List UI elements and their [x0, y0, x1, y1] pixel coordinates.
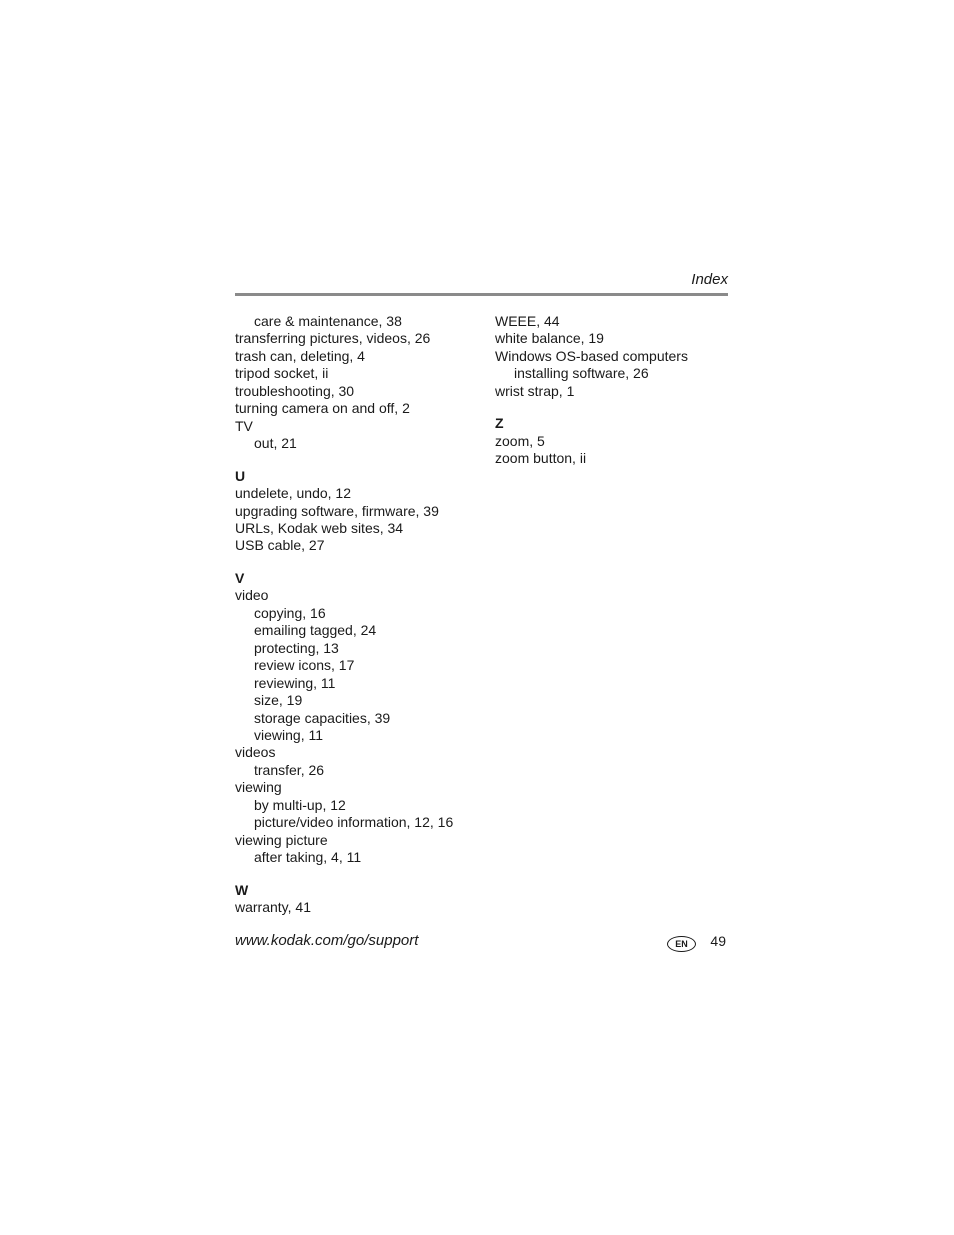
- index-subentry: care & maintenance, 38: [254, 313, 402, 329]
- index-entry: warranty, 41: [235, 899, 311, 916]
- running-header-title: Index: [691, 271, 728, 288]
- index-subentry: protecting, 13: [254, 639, 339, 656]
- index-entry: URLs, Kodak web sites, 34: [235, 519, 404, 536]
- index-subentry: out, 21: [254, 435, 297, 452]
- page-number: 49: [710, 933, 726, 949]
- index-subentry: after taking, 4, 11: [254, 849, 362, 866]
- index-entry: troubleshooting, 30: [235, 382, 355, 399]
- index-subentry: emailing tagged, 24: [254, 622, 377, 639]
- index-subentry: viewing, 11: [254, 726, 324, 743]
- index-section-letter: W: [235, 881, 249, 898]
- index-subentry: size, 19: [254, 692, 303, 709]
- index-column-left: [235, 313, 485, 917]
- index-subentry: review icons, 17: [254, 657, 355, 674]
- index-entry: Windows OS-based computers: [495, 347, 688, 364]
- index-subentry: picture/video information, 12, 16: [254, 814, 454, 831]
- index-subentry: storage capacities, 39: [254, 709, 391, 726]
- index-subentry: reviewing, 11: [254, 674, 336, 691]
- header-divider: [235, 293, 728, 296]
- index-entry: wrist strap, 1: [495, 382, 575, 399]
- index-entry: USB cable, 27: [235, 537, 325, 554]
- index-subentry: copying, 16: [254, 604, 326, 621]
- index-entry: videos: [235, 744, 276, 761]
- language-badge: EN: [667, 936, 696, 952]
- index-entry: undelete, undo, 12: [235, 485, 351, 502]
- index-entry: white balance, 19: [495, 330, 604, 347]
- index-section-letter: V: [235, 569, 245, 586]
- index-subentry: by multi-up, 12: [254, 796, 346, 813]
- index-entry: upgrading software, firmware, 39: [235, 502, 439, 519]
- index-entry: viewing: [235, 779, 282, 796]
- index-entry: WEEE, 44: [495, 313, 560, 329]
- index-entry: TV: [235, 417, 253, 434]
- index-entry: zoom button, ii: [495, 450, 587, 467]
- index-subentry: installing software, 26: [514, 365, 649, 382]
- index-entry: zoom, 5: [495, 432, 545, 449]
- index-entry: tripod socket, ii: [235, 365, 329, 382]
- index-entry: viewing picture: [235, 831, 328, 848]
- index-subentry: transfer, 26: [254, 761, 325, 778]
- index-column-right: [495, 313, 735, 468]
- index-entry: transferring pictures, videos, 26: [235, 330, 431, 347]
- index-entry: turning camera on and off, 2: [235, 400, 410, 417]
- footer-support-url: www.kodak.com/go/support: [235, 932, 419, 949]
- index-section-letter: Z: [495, 415, 504, 432]
- index-section-letter: U: [235, 467, 246, 484]
- index-entry: video: [235, 587, 269, 604]
- index-entry: trash can, deleting, 4: [235, 347, 365, 364]
